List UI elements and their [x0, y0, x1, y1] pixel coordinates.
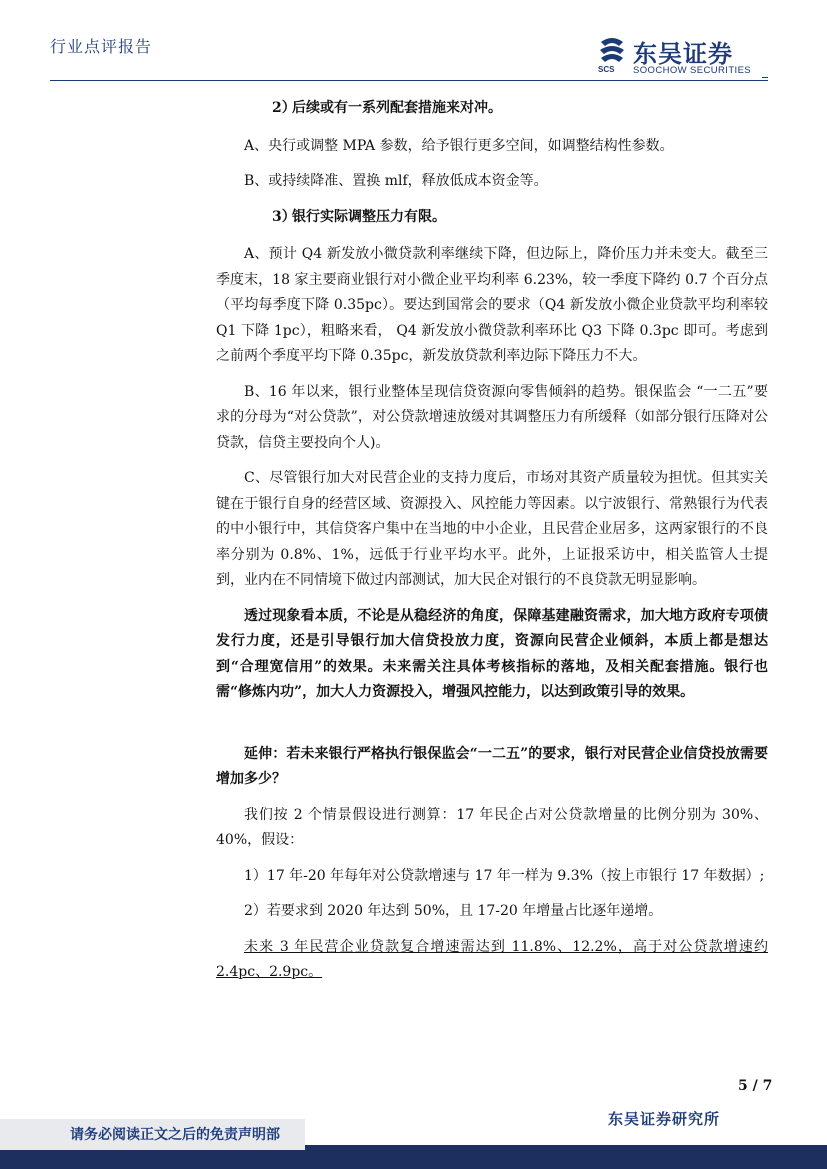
header-divider-tick	[762, 77, 768, 78]
heading-text: 后续或有一系列配套措施来对冲。	[292, 100, 502, 116]
paragraph-3b: B、16 年以来，银行业整体呈现信贷资源向零售倾斜的趋势。银保监会 “一二五”要求的分母为“对公贷款”，对公贷款增速放缓对其调整压力有所缓释（如部分银行压降对公贷款，信贷主要投向个人)。	[216, 383, 768, 451]
assumption-2: 2）若要求到 2020 年达到 50%，且 17-20 年增量占比逐年递增。	[244, 903, 663, 919]
heading-number: 3）	[272, 208, 296, 225]
section-heading-2	[216, 96, 768, 122]
report-type-label: 行业点评报告	[50, 37, 153, 56]
logo-abbreviation: SCS	[598, 65, 615, 74]
report-body	[216, 96, 768, 996]
result-paragraph: 未来 3 年民营企业贷款复合增速需达到 11.8%、12.2%，高于对公贷款增速约 2.4pc、2.9pc。	[216, 938, 768, 980]
heading-text: 银行实际调整压力有限。	[292, 208, 446, 225]
soochow-emblem-icon	[597, 36, 627, 64]
paragraph-3c: C、尽管银行加大对民营企业的支持力度后，市场对其资产质量较为担忧。但其实关键在于银行自身的经营区域、资源投入、风控能力等因素。以宁波银行、常熟银行为代表的中小银行中，其信贷客户集中在当地的中小企业，且民营企业居多，这两家银行的不良率分别为 0.8%、1%，远低于行业平均水平。此外，上证报采访中，相关监管人士提到，业内在不同情境下做过内部测试，加大民企对银行的不良贷款无明显影响。	[216, 470, 768, 588]
page-number: 5 / 7	[738, 1078, 773, 1094]
summary-paragraph: 透过现象看本质，不论是从稳经济的角度，保障基建融资需求，加大地方政府专项债发行力度，还是引导银行加大信贷投放力度，资源向民营企业倾斜，本质上都是想达到“合理宽信用”的效果。未来需关注具体考核指标的落地，及相关配套措施。银行也需“修炼内功”，加大人力资源投入，增强风控能力，以达到政策引导的效果。	[216, 607, 768, 700]
assumption-intro: 我们按 2 个情景假设进行测算：17 年民企占对公贷款增量的比例分别为 30%、40%，假设：	[216, 806, 768, 848]
paragraph-2b: B、或持续降准、置换 mlf，释放低成本资金等。	[244, 173, 548, 189]
logo-chinese-name: 东吴证券	[633, 40, 733, 68]
paragraph-3a: A、预计 Q4 新发放小微贷款利率继续下降，但边际上，降价压力并未变大。截至三季度末，18 家主要商业银行对小微企业平均利率 6.23%，较一季度下降约 0.7 个百分点（平均每季度下降 0.35pc）。要达到国常会的要求（Q4 新发放小微企业贷款平均利率较 Q1 下降 1pc），粗略来看， Q4 新发放小微贷款利率环比 Q3 下降 0.3pc 即可。考虑到之前两个季度平均下降 0.35pc，新发放贷款利率边际下降压力不大。	[216, 246, 768, 364]
logo-english-name: SOOCHOW SECURITIES	[633, 65, 752, 76]
header-divider	[50, 80, 768, 81]
research-institute-name: 东吴证券研究所	[608, 1110, 721, 1128]
section-heading-3	[216, 205, 768, 231]
extension-question: 延伸：若未来银行严格执行银保监会“一二五”的要求，银行对民营企业信贷投放需要增加多少？	[216, 745, 768, 787]
paragraph-2a: A、央行或调整 MPA 参数，给予银行更多空间，如调整结构性参数。	[244, 137, 674, 154]
disclaimer-text: 请务必阅读正文之后的免责声明部	[70, 1127, 280, 1143]
assumption-1: 1）17 年-20 年每年对公贷款增速与 17 年一样为 9.3%（按上市银行 17 年数据）;	[244, 867, 765, 884]
heading-number: 2）	[272, 100, 296, 116]
company-logo	[597, 34, 769, 78]
